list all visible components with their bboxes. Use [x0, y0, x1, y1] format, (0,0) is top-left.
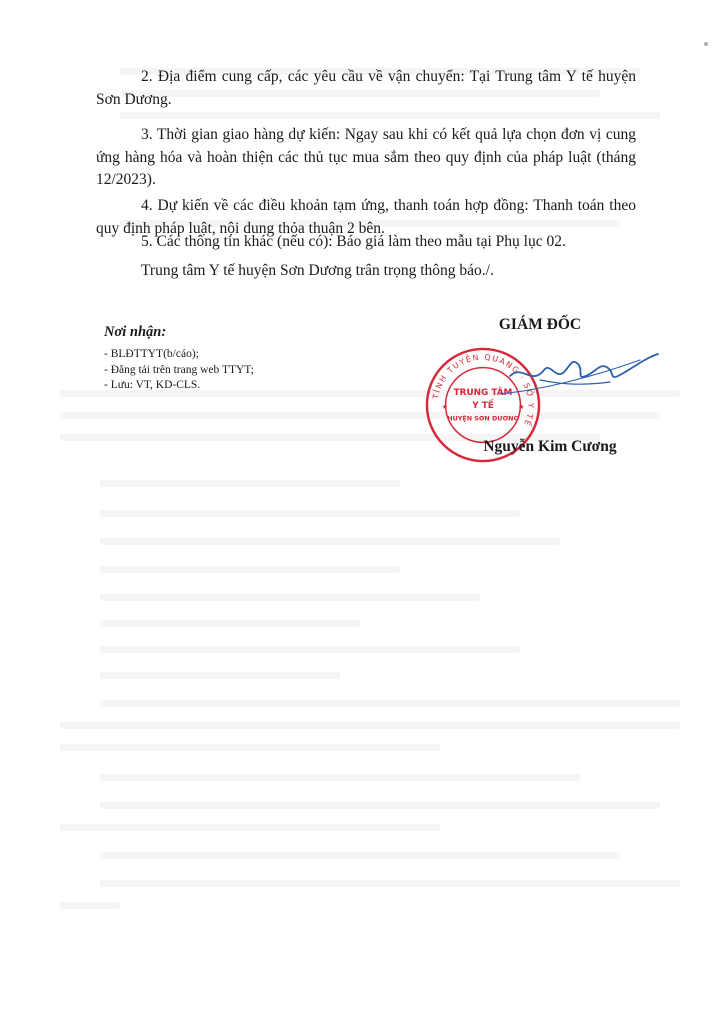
signer-title: GIÁM ĐỐC [498, 316, 582, 333]
paragraph-other-info: 5. Các thông tin khác (nếu có): Báo giá làm theo mẫu tại Phụ lục 02. [141, 233, 566, 250]
recipient-item: - Đăng tải trên trang web TTYT; [104, 363, 254, 376]
scan-speck [704, 42, 708, 46]
svg-text:HUYỆN SƠN DƯƠNG: HUYỆN SƠN DƯƠNG [447, 414, 519, 423]
svg-text:TRUNG TÂM: TRUNG TÂM [453, 388, 513, 399]
paragraph-delivery-time: 3. Thời gian giao hàng dự kiến: Ngay sau khi có kết quả lựa chọn đơn vị cung ứng hàng hóa và hoàn thiện các thủ tục mua sắm theo quy định của pháp luật (tháng 12/2023). [96, 126, 636, 188]
svg-text:★: ★ [518, 402, 525, 411]
svg-text:TỈNH TUYÊN QUANG · SỞ Y TẾ: TỈNH TUYÊN QUANG · SỞ Y TẾ [431, 352, 536, 428]
handwritten-signature [500, 350, 660, 400]
svg-text:Y TẾ: Y TẾ [472, 400, 494, 411]
paragraph-closing: Trung tâm Y tế huyện Sơn Dương trân trọng thông báo./. [141, 262, 494, 279]
recipients-block [104, 324, 364, 394]
recipients-title: Nơi nhận: [104, 324, 167, 340]
paragraph-payment-terms: 4. Dự kiến về các điều khoản tạm ứng, thanh toán hợp đồng: Thanh toán theo quy định pháp luật, nội dung thỏa thuận 2 bên. [96, 197, 636, 237]
signer-name: Nguyễn Kim Cương [483, 438, 617, 455]
svg-text:★: ★ [441, 402, 448, 411]
paragraph-delivery-location: 2. Địa điểm cung cấp, các yêu cầu về vận chuyển: Tại Trung tâm Y tế huyện Sơn Dương. [96, 68, 636, 108]
recipient-item: - Lưu: VT, KD-CLS. [104, 379, 201, 391]
recipient-item: - BLĐTTYT(b/cáo); [104, 348, 199, 360]
